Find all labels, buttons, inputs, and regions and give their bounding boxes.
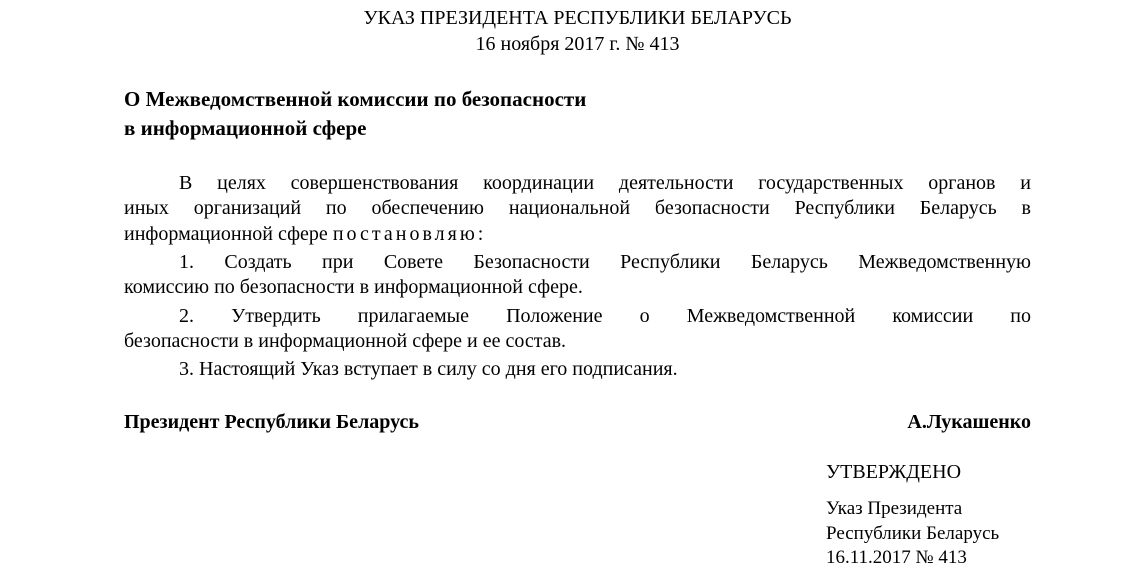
paragraph-1-line-2: иных организаций по обеспечению национальной безопасности Республики Беларусь в bbox=[124, 197, 1031, 219]
decree-date-number: 16 ноября 2017 г. № 413 bbox=[475, 33, 680, 55]
heading-line-1: О Межведомственной комиссии по безопасности bbox=[124, 87, 587, 111]
signature-position: Президент Республики Беларусь bbox=[124, 411, 419, 433]
decree-title: УКАЗ ПРЕЗИДЕНТА РЕСПУБЛИКИ БЕЛАРУСЬ bbox=[363, 7, 792, 29]
item-1-line-2: комиссию по безопасности в информационной сфере. bbox=[124, 276, 583, 298]
paragraph-1-line-3-end: : bbox=[477, 223, 484, 245]
approval-line-1: Указ Президента bbox=[826, 498, 963, 519]
signature-name: А.Лукашенко bbox=[907, 411, 1031, 433]
approval-title: УТВЕРЖДЕНО bbox=[826, 461, 962, 483]
item-2-line-2: безопасности в информационной сфере и ее состав. bbox=[124, 330, 567, 352]
approval-line-2: Республики Беларусь bbox=[826, 523, 1000, 544]
item-1-line-1: 1. Создать при Совете Безопасности Республики Беларусь Межведомственную bbox=[179, 251, 1031, 273]
item-3: 3. Настоящий Указ вступает в силу со дня его подписания. bbox=[179, 358, 678, 380]
item-2-line-1: 2. Утвердить прилагаемые Положение о Межведомственной комиссии по bbox=[179, 305, 1031, 327]
approval-line-3: 16.11.2017 № 413 bbox=[826, 547, 967, 568]
paragraph-1-line-3 bbox=[124, 222, 483, 246]
paragraph-1-line-3-text: информационной сфере bbox=[124, 223, 333, 245]
paragraph-1-line-1: В целях совершенствования координации деятельности государственных органов и bbox=[179, 172, 1031, 194]
decree-verb: постановляю bbox=[332, 223, 478, 245]
heading-line-2: в информационной сфере bbox=[124, 116, 367, 140]
